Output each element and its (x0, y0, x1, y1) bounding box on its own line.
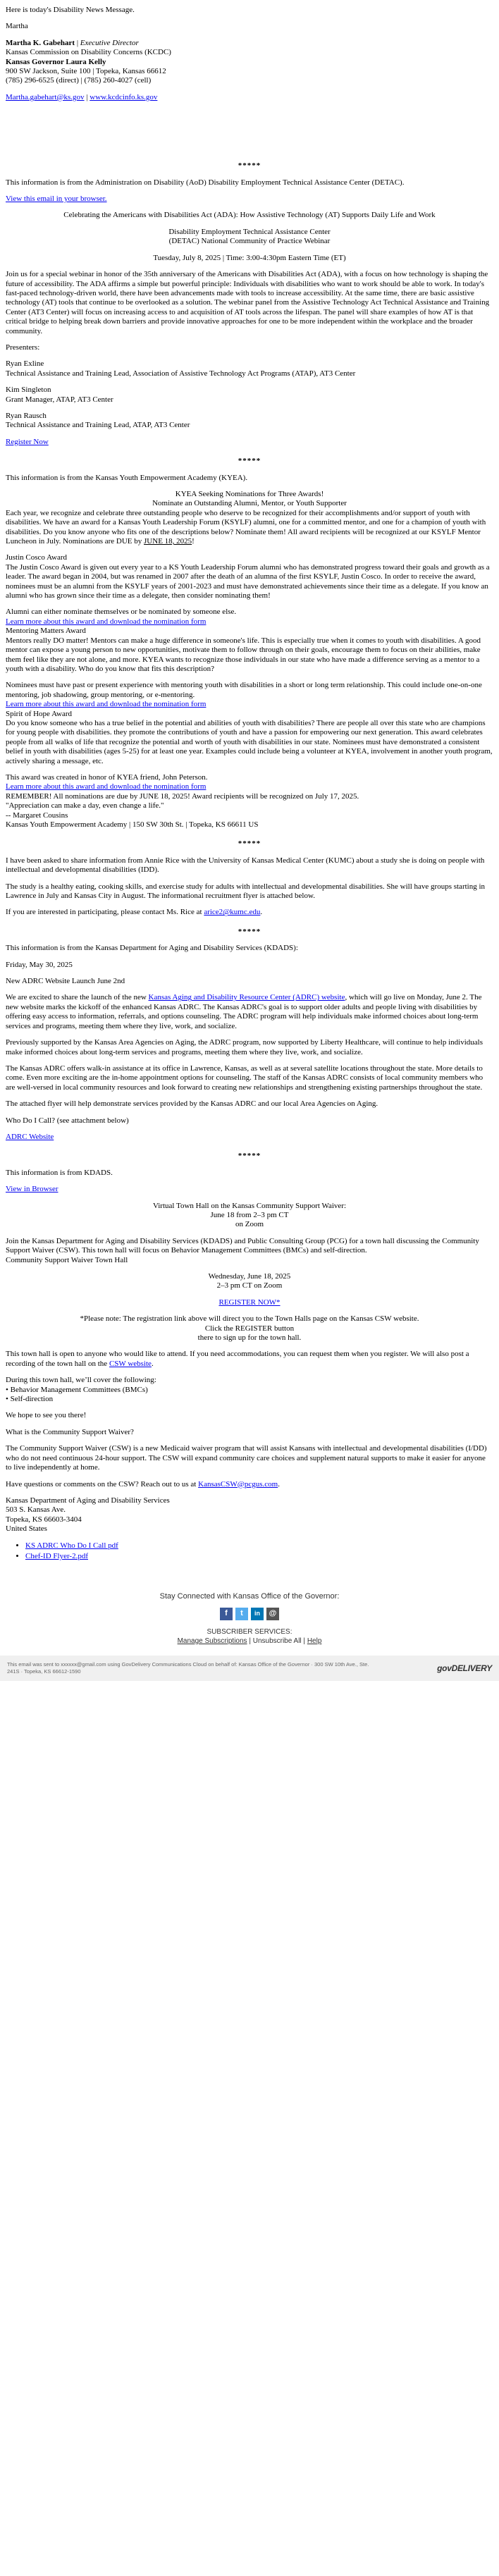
spacer (6, 109, 493, 152)
s5-csw-email-link[interactable]: KansasCSW@pcgus.com (198, 1479, 278, 1489)
s2-cosco-body: The Justin Cosco Award is given out every year to a KS Youth Leadership Forum alumni who has demonstrated progress toward their goals and growth as a leader. The award began in 2004, but was renamed in 2007 after the death of an alumna of the first KSYLF, Justin Cosco. In order to receive the award, nominees must be an alumni from the KSYLF years of 2001-2023 and must have demonstrated achievements since their time as a delegate. If you know an alumni who has grown since their time as a delegate, then consider nominating them! (6, 562, 490, 600)
section-divider: ***** (238, 839, 261, 849)
s2-spirit-heading: Spirit of Hope Award (6, 709, 73, 718)
s2-heading-2: Nominate an Outstanding Alumni, Mentor, or Youth Supporter (152, 499, 347, 508)
s2-cosco-heading: Justin Cosco Award (6, 553, 67, 562)
linkedin-icon[interactable]: in (251, 1608, 264, 1620)
s5-title-3: on Zoom (235, 1220, 264, 1229)
s2-heading-1: KYEA Seeking Nominations for Three Awards! (175, 490, 324, 498)
s1-center-line-1: Disability Employment Technical Assistance Center (168, 227, 331, 236)
s4-p4: The attached flyer will help demonstrate services provided by the Kansas ADRC and our local Area Agencies on Aging. (6, 1099, 378, 1109)
s5-view-browser-link[interactable]: View in Browser (6, 1185, 58, 1194)
sig-email-link[interactable]: Martha.gabehart@ks.gov (6, 92, 85, 101)
stay-connected-text: Stay Connected with Kansas Office of the Governor: (159, 1592, 340, 1601)
presenter: Ryan Exline Technical Assistance and Training Lead, Association of Assistive Technology Act Programs (ATAP), AT3 Center (6, 359, 356, 378)
presenter: Ryan Rausch Technical Assistance and Training Lead, ATAP, AT3 Center (6, 411, 190, 430)
s2-remember: REMEMBER! All nominations are due by JUNE 18, 2025! Award recipients will be recognized on July 17, 2025. (6, 791, 359, 801)
s4-source: This information is from the Kansas Department for Aging and Disability Services (KDADS): (6, 944, 298, 953)
sig-separator: | (86, 92, 88, 101)
s2-alumni-note: Alumni can either nominate themselves or be nominated by someone else. (6, 608, 237, 617)
s5-p2: This town hall is open to anyone who would like to attend. If you need accommodations, you can request them when you register. We will also post a recording of the town hall on the CSW website. (6, 1350, 469, 1368)
s5-title-1: Virtual Town Hall on the Kansas Community Support Waiver: (152, 1201, 347, 1210)
signature: Martha K. Gabehart | Executive Director Kansas Commission on Disability Concerns (KCDC) Kansas Governor Laura Kelly 900 SW Jackson, Suite 100 | Topeka, Kansas 66612 (785) 296-6525 (direct) | (785) 260-4027 (cell) Martha.gabehart@ks.gov | www.kcdcinfo.ks.gov (6, 39, 493, 102)
s1-center-line-2: (DETAC) National Community of Practice Webinar (168, 237, 331, 246)
govdelivery-logo: govDELIVERY (437, 1663, 492, 1673)
s5-questions: Have questions or comments on the CSW? Reach out to us at KansasCSW@pcgus.com. (6, 1479, 280, 1489)
s2-mentor-learn-link[interactable]: Learn more about this award and download the nomination form (6, 700, 207, 709)
sig-address: 900 SW Jackson, Suite 100 | Topeka, Kansas 66612 (6, 67, 166, 76)
s2-spirit-body: Do you know someone who has a true belief in the potential and abilities of youth with disabilities? There are people all over this state who are champions for young people with disabilities. they promote the contributions of youth and have a passion for empowering our next generation. This award celebrates people from all walks of life that recognize the potential and worth of youth with disabilities in our state. Nominees must have demonstrated a consistent belief in youth with disabilities (ages 5-25) for at least one year. Examples could include being a volunteer at KYEA, involvement in another youth program, actively sharing a message, etc. (6, 718, 493, 765)
s1-source: This information is from the Administration on Disability (AoD) Disability Employment Technical Assistance Center (DETAC). (6, 178, 405, 187)
section-divider: ***** (238, 161, 261, 171)
s2-due-date: JUNE 18, 2025 (144, 537, 192, 546)
sig-org: Kansas Commission on Disability Concerns (KCDC) (6, 48, 171, 57)
intro-text: Here is today's Disability News Message. (6, 6, 135, 14)
attachment-link[interactable]: Chef-ID Flyer-2.pdf (25, 1551, 88, 1560)
s3-p3: If you are interested in participating, please contact Ms. Rice at arice2@kumc.edu. (6, 908, 263, 917)
s2-created-note: This award was created in honor of KYEA friend, John Peterson. (6, 772, 208, 782)
s5-note-3: there to sign up for the town hall. (197, 1333, 302, 1343)
s5-p3: The Community Support Waiver (CSW) is a new Medicaid waiver program that will assist Kansans with intellectual and developmental disabilities (I/DD) who do not need continuous 24-hour support. The CSW will expand community care choices and supplement natural supports to make it easier for anyone to live independently at home. (6, 1444, 487, 1472)
presenter: Kim Singleton Grant Manager, ATAP, AT3 Center (6, 386, 113, 404)
s5-date-2: 2–3 pm CT on Zoom (216, 1281, 283, 1290)
unsubscribe-all-link[interactable]: Unsubscribe All (252, 1637, 302, 1645)
s1-title: Celebrating the Americans with Disabilities Act (ADA): How Assistive Technology (AT) Supports Daily Life and Work (63, 211, 436, 220)
s5-what: What is the Community Support Waiver? (6, 1427, 134, 1436)
s2-mentor-heading: Mentoring Matters Award (6, 627, 86, 636)
twitter-icon[interactable]: t (235, 1608, 248, 1620)
s5-cover: During this town hall, we’ll cover the following: (6, 1376, 156, 1385)
section-divider: ***** (238, 1152, 261, 1161)
s5-p1: Join the Kansas Department for Aging and Disability Services (KDADS) and Public Consulting Group (PCG) for a town hall discussing the Community Support Waiver (CSW). This town hall will focus on Behavior Management Committees (BMCs) and self-direction. (6, 1236, 479, 1255)
s4-p1: We are excited to share the launch of the new Kansas Aging and Disability Resource Center (ADRC) website, which will go live on Monday, June 2. The new website marks the kickoff of the enhanced Kansas ADRC. The Kansas ADRC's goal is to support older adults and people living with disabilities by offering easy access to information, referrals, and options counseling. The ADRC program will help individuals make informed choices about long-term services and programs, meeting them where they live, work, and socialize. (6, 993, 482, 1030)
greeting: Martha (6, 22, 28, 31)
s4-adrc-website-link[interactable]: ADRC Website (6, 1132, 54, 1141)
social-icons (6, 1608, 493, 1620)
s4-heading: New ADRC Website Launch June 2nd (6, 977, 125, 986)
section-divider: ***** (238, 927, 261, 936)
s4-adrc-link[interactable]: Kansas Aging and Disability Resource Center (ADRC) website (148, 993, 345, 1002)
facebook-icon[interactable]: f (220, 1608, 233, 1620)
sig-governor: Kansas Governor Laura Kelly (6, 57, 106, 66)
attachment-item (25, 1552, 493, 1561)
s5-address: Kansas Department of Aging and Disability Services 503 S. Kansas Ave. Topeka, KS 66603-3404 United States (6, 1496, 170, 1534)
manage-subscriptions-link[interactable]: Manage Subscriptions (177, 1637, 247, 1645)
s5-csw-link[interactable]: CSW website (109, 1359, 152, 1368)
section-divider: ***** (238, 457, 261, 466)
attachment-item (25, 1541, 493, 1551)
s1-view-browser-link[interactable]: View this email in your browser. (6, 195, 107, 204)
s2-quote: "Appreciation can make a day, even change a life." (6, 801, 164, 811)
s4-who: Who Do I Call? (see attachment below) (6, 1116, 129, 1125)
s2-source: This information is from the Kansas Youth Empowerment Academy (KYEA). (6, 473, 248, 482)
subscriber-services: SUBSCRIBER SERVICES: Manage Subscriptions | Unsubscribe All | Help (6, 1627, 493, 1646)
s1-register-link[interactable]: Register Now (6, 437, 49, 446)
s1-body: Join us for a special webinar in honor of the 35th anniversary of the Americans with Disabilities Act (ADA), with a focus on how technology is shaping the future of accessibility. The ADA affirms a simple but powerful principle: Individuals with disabilities who want to work should be able to work. In today's fast-paced technology-driven world, there have been advancements made with tools to increase accessibility. At the same time, there are basic assistive technology (AT) tools that continue to be overlooked as a solution. The webinar panel from the Assistive Technology Act Technical Assistance and Training Center (AT3 Center) will focus on increasing access to and acquisition of AT tools across the lifespan. The panel will share examples of how AT is that critical bridge to helping break down barriers and provide innovative approaches for one to be more independent within the workplace and the broader community. (6, 270, 490, 335)
s2-spirit-learn-link[interactable]: Learn more about this award and download the nomination form (6, 782, 207, 791)
sig-name: Martha K. Gabehart (6, 38, 75, 47)
s2-footer: Kansas Youth Empowerment Academy | 150 SW 30th St. | Topeka, KS 66611 US (6, 820, 259, 829)
s2-cosco-learn-link[interactable]: Learn more about this award and download the nomination form (6, 617, 207, 626)
s5-register-link[interactable]: REGISTER NOW* (218, 1298, 281, 1307)
s5-note-2: Click the REGISTER button (204, 1324, 295, 1333)
help-link[interactable]: Help (307, 1637, 322, 1645)
s3-email-link[interactable]: arice2@kumc.edu (204, 908, 261, 917)
s5-bullet-1: • Behavior Management Committees (BMCs) (6, 1385, 148, 1394)
attachment-link[interactable]: KS ADRC Who Do I Call pdf (25, 1541, 118, 1550)
s5-title-2: June 18 from 2–3 pm CT (210, 1210, 289, 1219)
s3-p1: I have been asked to share information from Annie Rice with the University of Kansas Medical Center (KUMC) about a study she is doing on people with intellectual and developmental disabilities (IDD). (6, 856, 485, 875)
s5-hope: We hope to see you there! (6, 1411, 87, 1420)
s4-p2: Previously supported by the Kansas Area Agencies on Aging, the ADRC program, now supported by Liberty Healthcare, will continue to help individuals make informed choices about long-term services and programs, meeting them where they live, work, and socialize. (6, 1038, 483, 1056)
legal-text: This email was sent to xxxxxx@gmail.com using GovDelivery Communications Cloud on behalf of: Kansas Office of the Governor · 300 SW 10th Ave., Ste. 241S · Topeka, KS 66612-1590 (7, 1660, 369, 1675)
email-icon[interactable]: @ (266, 1608, 279, 1620)
s3-p2: The study is a healthy eating, cooking skills, and exercise study for adults with intellectual and developmental disabilities. She will have groups starting in Lawrence in July and Kansas City in August. The informational recruitment flyer is attached below. (6, 882, 486, 901)
s2-intro: Each year, we recognize and celebrate three outstanding people who deserve to be recognized for their accomplishments and/or support of youth with disabilities. We have an award for a Kansas Youth Leadership Forum (KSYLF) alumni, one for a committed mentor, and one for a champion of youth with disabilities. Do you know anyone who fits one of the descriptions below? Nominate them! All award recipients will be recognized at our KSYLF Mentor Luncheon in July. Nominations are DUE by JUNE 18, 2025! (6, 508, 486, 546)
s5-note-1: *Please note: The registration link above will direct you to the Town Halls page on the Kansas CSW website. (80, 1314, 419, 1324)
email-footer (6, 1592, 493, 1680)
s1-date: Tuesday, July 8, 2025 | Time: 3:00-4:30pm Eastern Time (ET) (153, 253, 346, 262)
subscriber-services-label: SUBSCRIBER SERVICES: (207, 1627, 292, 1636)
s1-presenters-label: Presenters: (6, 343, 40, 352)
sig-title: Executive Director (80, 38, 139, 47)
s5-source: This information is from KDADS. (6, 1168, 113, 1177)
sig-website-link[interactable]: www.kcdcinfo.ks.gov (90, 92, 158, 101)
attachments-list (6, 1541, 493, 1562)
s5-p1b: Community Support Waiver Town Hall (6, 1255, 128, 1264)
legal-bar (0, 1656, 499, 1681)
s5-date-1: Wednesday, June 18, 2025 (208, 1272, 291, 1281)
s4-date: Friday, May 30, 2025 (6, 960, 73, 969)
s2-mentor-body-2: Nominees must have past or present experience with mentoring youth with disabilities in a short or long term relationship. This could include one-on-one mentoring, job shadowing, group mentoring, or e-mentoring. (6, 681, 482, 699)
s4-p3: The Kansas ADRC offers walk-in assistance at its office in Lawrence, Kansas, as well as at several satellite locations throughout the state. More details to come. Even more exciting are the in-home appointment options for counseling. The staff of the Kansas ADRC consists of local community members who are well-versed in local community resources and look forward to creating new relationships and strengthening existing partnerships throughout the state. (6, 1064, 483, 1092)
s2-quote-author: -- Margaret Cousins (6, 811, 68, 820)
s5-bullet-2: • Self-direction (6, 1395, 54, 1404)
sig-phones: (785) 296-6525 (direct) | (785) 260-4027 (cell) (6, 76, 152, 85)
s2-mentor-body: Mentors really DO matter! Mentors can make a huge difference in someone's life. This is especially true when it comes to youth with disabilities. A good mentor can expose a young person to new opportunities, motivate them to follow through on their goals, encourage them to focus on their abilities, make them feel like they are not alone, and more. KYEA wants to recognize those individuals in our state who have made a difference serving as a mentor to a youth with a disability. Who do you know that fits this description? (6, 636, 481, 673)
